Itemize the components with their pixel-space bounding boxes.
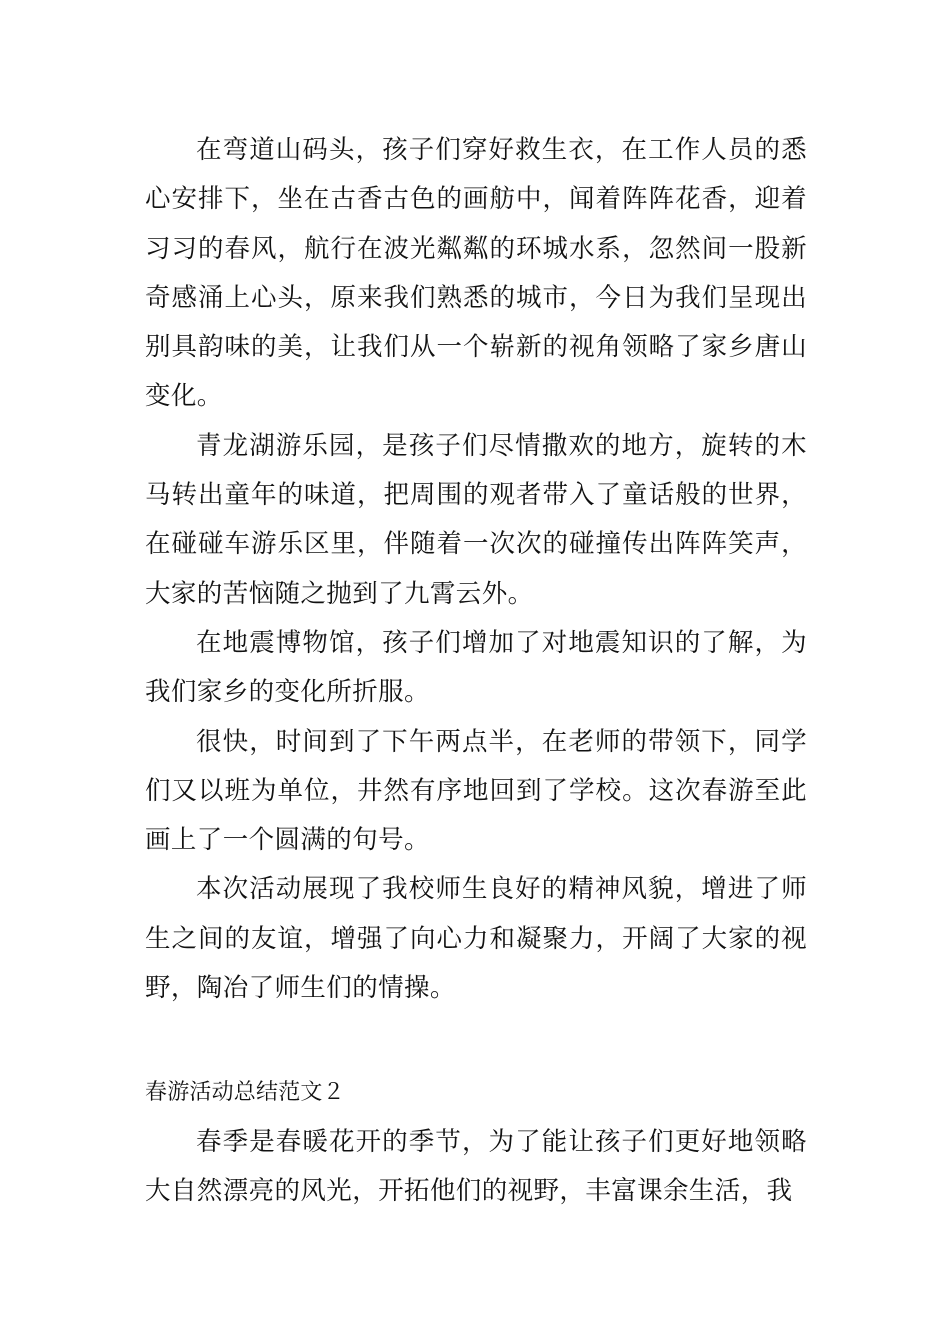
paragraph-summary: 本次活动展现了我校师生良好的精神风貌，增进了师生之间的友谊，增强了向心力和凝聚力，开阔了大家的视野，陶冶了师生们的情操。	[145, 874, 807, 1004]
paragraph-amusement-park: 青龙湖游乐园，是孩子们尽情撒欢的地方，旋转的木马转出童年的味道，把周围的观者带入了童话般的世界，在碰碰车游乐区里，伴随着一次次的碰撞传出阵阵笑声，大家的苦恼随之抛到了九霄云外。	[145, 430, 807, 609]
document-page	[145, 126, 807, 1216]
paragraph-boat-trip: 在弯道山码头，孩子们穿好救生衣，在工作人员的悉心安排下，坐在古香古色的画舫中，闻着阵阵花香，迎着习习的春风，航行在波光粼粼的环城水系，忽然间一股新奇感涌上心头，原来我们熟悉的城市，今日为我们呈现出别具韵味的美，让我们从一个崭新的视角领略了家乡唐山变化。	[145, 135, 807, 412]
section-spacer	[145, 1013, 807, 1068]
paragraph-spring-intro: 春季是春暖花开的季节，为了能让孩子们更好地领略大自然漂亮的风光，开拓他们的视野，丰富课余生活，我	[145, 1126, 807, 1206]
paragraph-return-school: 很快，时间到了下午两点半，在老师的带领下，同学们又以班为单位，井然有序地回到了学校。这次春游至此画上了一个圆满的句号。	[145, 726, 807, 856]
section-heading: 春游活动总结范文２	[145, 1080, 345, 1106]
paragraph-earthquake-museum: 在地震博物馆，孩子们增加了对地震知识的了解，为我们家乡的变化所折服。	[145, 627, 807, 708]
